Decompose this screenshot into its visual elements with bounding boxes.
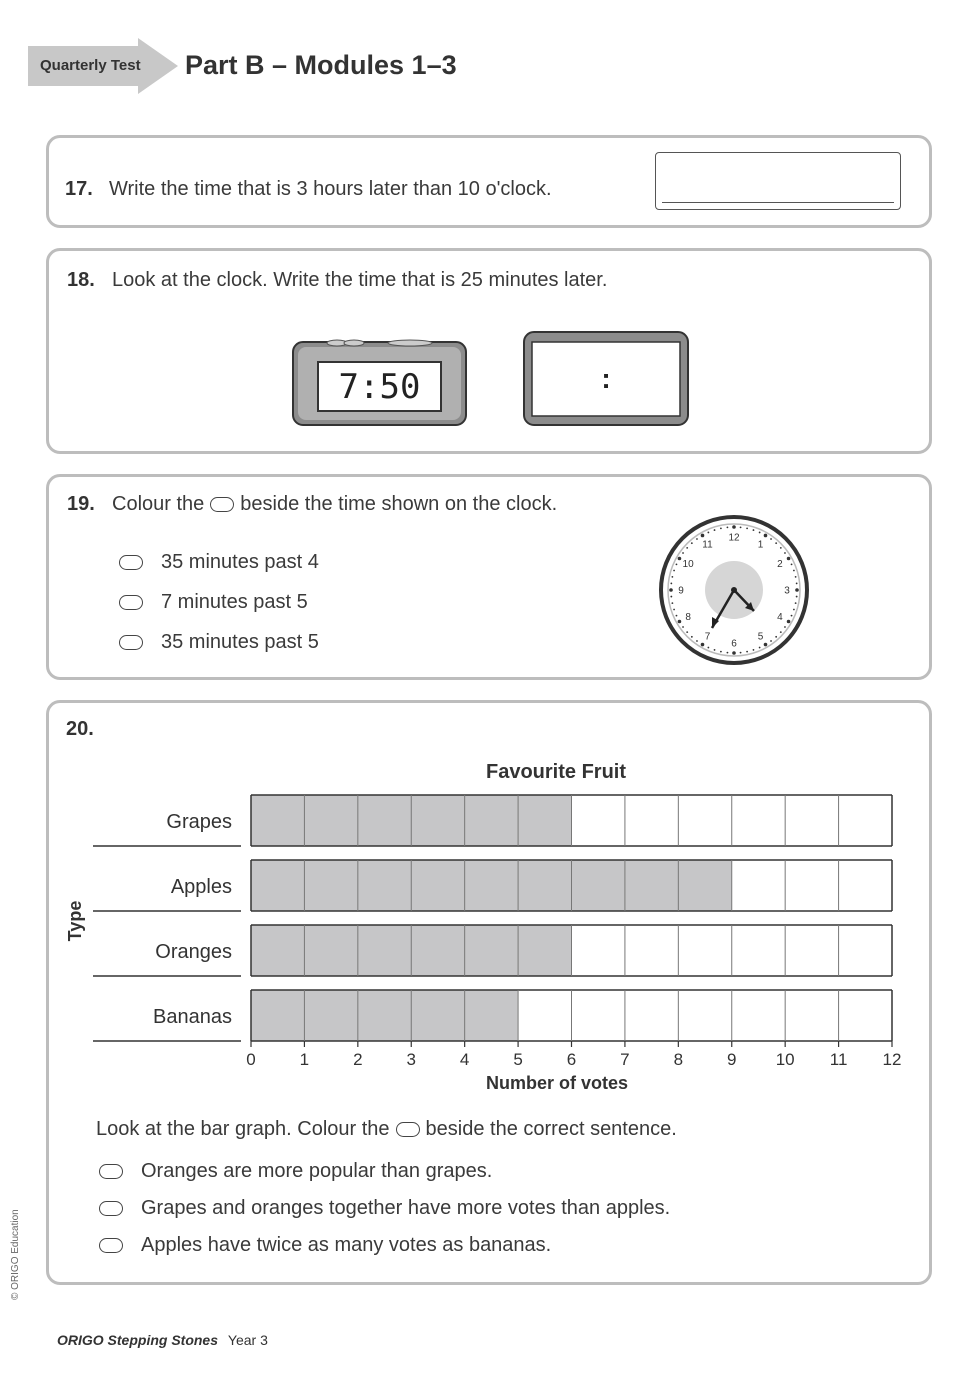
clock-tick [691,542,693,544]
clock-tick [764,643,768,647]
clock-tick [791,563,793,565]
clock-tick [673,609,675,611]
blank-clock-separator: : [601,363,611,394]
option-oval-icon[interactable] [99,1201,123,1216]
clock-tick [714,529,716,531]
clock-tick [727,526,729,528]
x-tick-label-9: 9 [727,1050,737,1069]
copyright: © ORIGO Education [10,1209,21,1300]
chart-y-axis-label: Type [65,900,85,942]
clock-tick [740,526,742,528]
clock-center [731,587,737,593]
clock-tick [707,647,709,649]
option-label: Apples have twice as many votes as bananas. [141,1234,552,1256]
clock-number-11: 11 [702,539,713,551]
clock-tick [770,538,772,540]
clock-tick [746,527,748,529]
question-19-text-before: Colour the [112,493,205,515]
clock-tick [686,547,688,549]
clock-tick [784,552,786,554]
clock-tick [793,609,795,611]
clock-number-10: 10 [682,559,694,570]
category-label-bananas: Bananas [153,1006,232,1028]
x-tick-label-2: 2 [353,1050,363,1069]
clock-tick [746,651,748,653]
clock-tick [669,588,673,592]
footer-year: Year 3 [227,1332,268,1348]
x-tick-label-11: 11 [829,1050,848,1069]
oval-icon [396,1122,420,1137]
clock-tick [775,542,777,544]
clock-tick [701,534,705,538]
x-tick-label-8: 8 [673,1050,684,1069]
clock-tick [753,529,755,531]
question-20-instruction-before: Look at the bar graph. Colour the [96,1118,390,1140]
clock-tick [671,576,673,578]
question-19-text [112,493,557,516]
option-oval-icon[interactable] [119,635,143,650]
question-19-box [46,474,932,680]
category-label-oranges: Oranges [155,941,232,963]
clock-tick [784,626,786,628]
clock-tick [795,602,797,604]
clock-tick [793,570,795,572]
x-tick-label-4: 4 [459,1050,470,1069]
x-tick-label-6: 6 [566,1050,577,1069]
clock-number-5: 5 [757,631,764,643]
question-19-option-3[interactable] [117,631,319,654]
clock-tick [673,570,675,572]
x-tick-label-12: 12 [882,1050,902,1069]
x-tick-label-5: 5 [513,1050,523,1069]
question-17-box [46,135,932,228]
digital-clock-display: 7:50 [338,366,421,407]
clock-tick [676,615,678,617]
clock-tick [678,620,682,624]
x-tick-label-10: 10 [775,1050,795,1069]
option-label: 35 minutes past 5 [161,631,319,653]
footer-brand: ORIGO Stepping Stones [57,1332,219,1348]
clock-tick [714,649,716,651]
question-19-option-1[interactable] [117,551,319,574]
clock-tick [682,626,684,628]
clock-tick [676,563,678,565]
clock-tick [727,652,729,654]
quarterly-test-tag [28,38,178,94]
option-oval-icon[interactable] [99,1164,123,1179]
x-tick-label-1: 1 [299,1050,310,1069]
clock-tick [701,643,705,647]
option-label: 35 minutes past 4 [161,551,319,573]
question-17-text: Write the time that is 3 hours later than 10 o'clock. [109,178,552,200]
clock-number-3: 3 [784,585,790,597]
option-oval-icon[interactable] [99,1238,123,1253]
option-oval-icon[interactable] [119,555,143,570]
clock-number-12: 12 [728,532,740,544]
clock-tick [720,527,722,529]
clock-tick [780,547,782,549]
option-label: 7 minutes past 5 [161,591,308,613]
clock-tick [670,596,672,598]
clock-number-9: 9 [678,585,684,597]
option-label: Oranges are more popular than grapes. [141,1160,493,1182]
x-tick-label-3: 3 [406,1050,416,1069]
clock-tick [691,636,693,638]
question-18-box [46,248,932,454]
clock-tick [686,631,688,633]
clock-tick [753,649,755,651]
clock-tick [720,651,722,653]
clock-tick [796,596,798,598]
analog-clock [658,514,810,666]
clock-number-2: 2 [777,559,783,570]
clock-tick [696,538,698,540]
clock-tick [732,525,736,529]
clock-number-4: 4 [777,612,783,623]
question-20-option-1[interactable] [97,1160,492,1183]
clock-number-8: 8 [685,612,691,623]
clock-tick [796,583,798,585]
x-tick-label-7: 7 [620,1050,630,1069]
question-20-instruction-after: beside the correct sentence. [425,1118,677,1140]
clock-tick [795,576,797,578]
digital-clock [292,334,467,426]
clock-number-7: 7 [704,631,711,643]
clock-number-6: 6 [731,638,737,650]
chart-x-axis-label: Number of votes [485,1073,629,1093]
bar-chart [49,783,929,1103]
clock-tick [787,620,791,624]
clock-tick [770,640,772,642]
question-17-answer-box[interactable] [655,152,901,210]
question-19-number: 19. [67,493,95,515]
question-19-text-after: beside the time shown on the clock. [240,493,558,515]
clock-tick [775,636,777,638]
footer [57,1332,268,1348]
clock-tick [678,557,682,561]
category-label-grapes: Grapes [166,811,232,833]
clock-tick [787,557,791,561]
question-20-option-3[interactable] [97,1234,551,1257]
question-20-number: 20. [66,718,94,740]
clock-tick [682,552,684,554]
clock-number-1: 1 [757,539,764,551]
clock-tick [732,651,736,655]
bar-bananas [251,990,518,1041]
x-tick-label-0: 0 [246,1050,256,1069]
chart-title: Favourite Fruit [486,761,627,783]
question-18-text: Look at the clock. Write the time that is 25 minutes later. [112,269,608,291]
clock-tick [759,532,761,534]
category-label-apples: Apples [170,876,232,898]
tag-label: Quarterly Test [40,57,141,74]
question-20-option-2[interactable] [97,1197,670,1220]
question-20-box [46,700,932,1285]
clock-tick [740,652,742,654]
option-oval-icon[interactable] [119,595,143,610]
clock-tick [764,534,768,538]
option-label: Grapes and oranges together have more votes than apples. [141,1197,671,1219]
clock-tick [780,631,782,633]
page-title: Part B – Modules 1–3 [185,50,457,80]
clock-tick [707,532,709,534]
blank-digital-clock[interactable] [523,328,689,426]
clock-tick [795,588,799,592]
question-19-option-2[interactable] [117,591,308,614]
clock-tick [791,615,793,617]
bar-apples [251,860,732,911]
question-18-number: 18. [67,269,95,291]
clock-tick [670,583,672,585]
clock-tick [671,602,673,604]
question-20-instruction [96,1118,677,1141]
clock-tick [759,647,761,649]
clock-tick [696,640,698,642]
question-17-number: 17. [65,178,93,200]
oval-icon [210,497,234,512]
